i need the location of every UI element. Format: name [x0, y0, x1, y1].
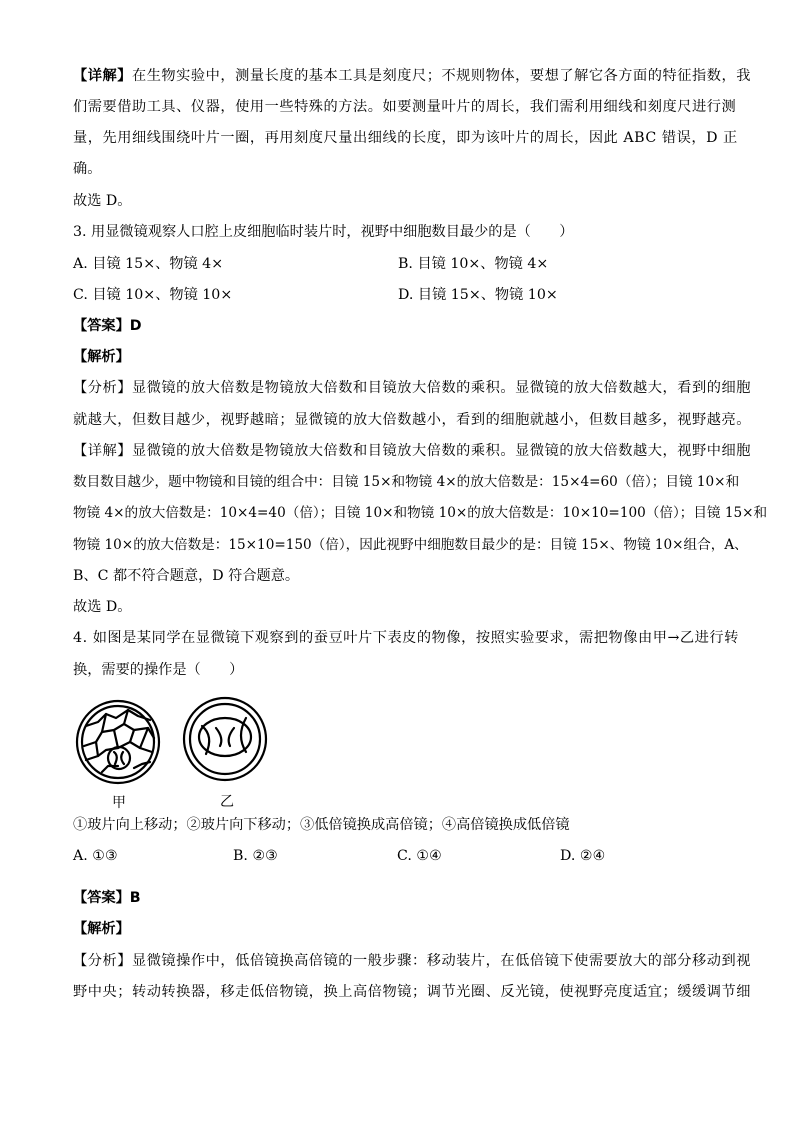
q4-option-c: C. ①④ [397, 848, 442, 864]
q3-detail-line-1: 【详解】显微镜的放大倍数是物镜放大倍数和目镜放大倍数的乘积。显微镜的放大倍数越大，视野中细胞 [73, 443, 751, 459]
q3-option-b: B. 目镜 10×、物镜 4× [398, 256, 549, 272]
q3-detail-line-5: B、C 都不符合题意，D 符合题意。 [73, 568, 300, 584]
q3-detail-line-2: 数目数目越少，题中物镜和目镜的组合中：目镜 15×和物镜 4×的放大倍数是：15×4=60（倍）；目镜 10×和 [73, 474, 740, 490]
q3-detail-line-4: 物镜 10×的放大倍数是：15×10=150（倍），因此视野中细胞数目最少的是：目镜 15×、物镜 10×组合，A、 [73, 537, 748, 553]
microscope-view-yi [180, 694, 270, 784]
figure-label-jia: 甲 [112, 795, 126, 811]
figure-label-yi: 乙 [220, 794, 234, 810]
q4-analysis-heading: 【解析】 [73, 921, 130, 937]
q4-option-a: A. ①③ [73, 848, 118, 864]
q4-analysis-line-1: 【分析】显微镜操作中，低倍镜换高倍镜的一般步骤：移动装片，在低倍镜下使需要放大的部分移动到视 [73, 953, 751, 969]
question-4-line-2: 换，需要的操作是（ ） [73, 662, 244, 678]
detail-line-1 [73, 66, 751, 86]
detail-line-3: 量，先用细线围绕叶片一圈，再用刻度尺量出细线的长度，即为该叶片的周长，因此 ABC 错误，D 正 [73, 130, 738, 146]
detail-tag: 【详解】 [73, 68, 132, 84]
q3-analysis-line-1: 【分析】显微镜的放大倍数是物镜放大倍数和目镜放大倍数的乘积。显微镜的放大倍数越大，看到的细胞 [73, 380, 751, 396]
answer-choice-line: 故选 D。 [73, 193, 132, 209]
q4-option-b: B. ②③ [233, 848, 278, 864]
q3-detail-line-3: 物镜 4×的放大倍数是：10×4=40（倍）；目镜 10×和物镜 10×的放大倍数是：10×10=100（倍）；目镜 15×和 [73, 505, 768, 521]
q3-analysis-line-2: 就越大，但数目越少，视野越暗；显微镜的放大倍数越小，看到的细胞就越小，但数目越多，视野越亮。 [73, 412, 751, 428]
q3-choice-line: 故选 D。 [73, 599, 132, 615]
q3-option-c: C. 目镜 10×、物镜 10× [73, 287, 233, 303]
q4-option-d: D. ②④ [560, 848, 606, 864]
q3-analysis-heading: 【解析】 [73, 349, 130, 365]
q3-option-d: D. 目镜 15×、物镜 10× [398, 287, 558, 303]
detail-line-4: 确。 [73, 161, 102, 177]
question-3: 3. 用显微镜观察人口腔上皮细胞临时装片时，视野中细胞数目最少的是（ ） [73, 224, 574, 240]
q3-option-a: A. 目镜 15×、物镜 4× [73, 256, 224, 272]
detail-text-1: 在生物实验中，测量长度的基本工具是刻度尺；不规则物体，要想了解它各方面的特征指数，我 [131, 68, 751, 84]
microscope-view-jia [72, 696, 164, 788]
q4-answer: 【答案】B [73, 890, 141, 906]
q3-answer: 【答案】D [73, 318, 142, 334]
detail-line-2: 们需要借助工具、仪器，使用一些特殊的方法。如要测量叶片的周长，我们需利用细线和刻度尺进行测 [73, 99, 737, 115]
question-4-line-1: 4. 如图是某同学在显微镜下观察到的蚕豆叶片下表皮的物像，按照实验要求，需把物像由甲→乙进行转 [73, 630, 739, 646]
q4-analysis-line-2: 野中央；转动转换器，移走低倍物镜，换上高倍物镜；调节光圈、反光镜，使视野亮度适宜；缓缓调节细 [73, 984, 751, 1000]
q4-statements: ①玻片向上移动；②玻片向下移动；③低倍镜换成高倍镜；④高倍镜换成低倍镜 [73, 817, 570, 833]
